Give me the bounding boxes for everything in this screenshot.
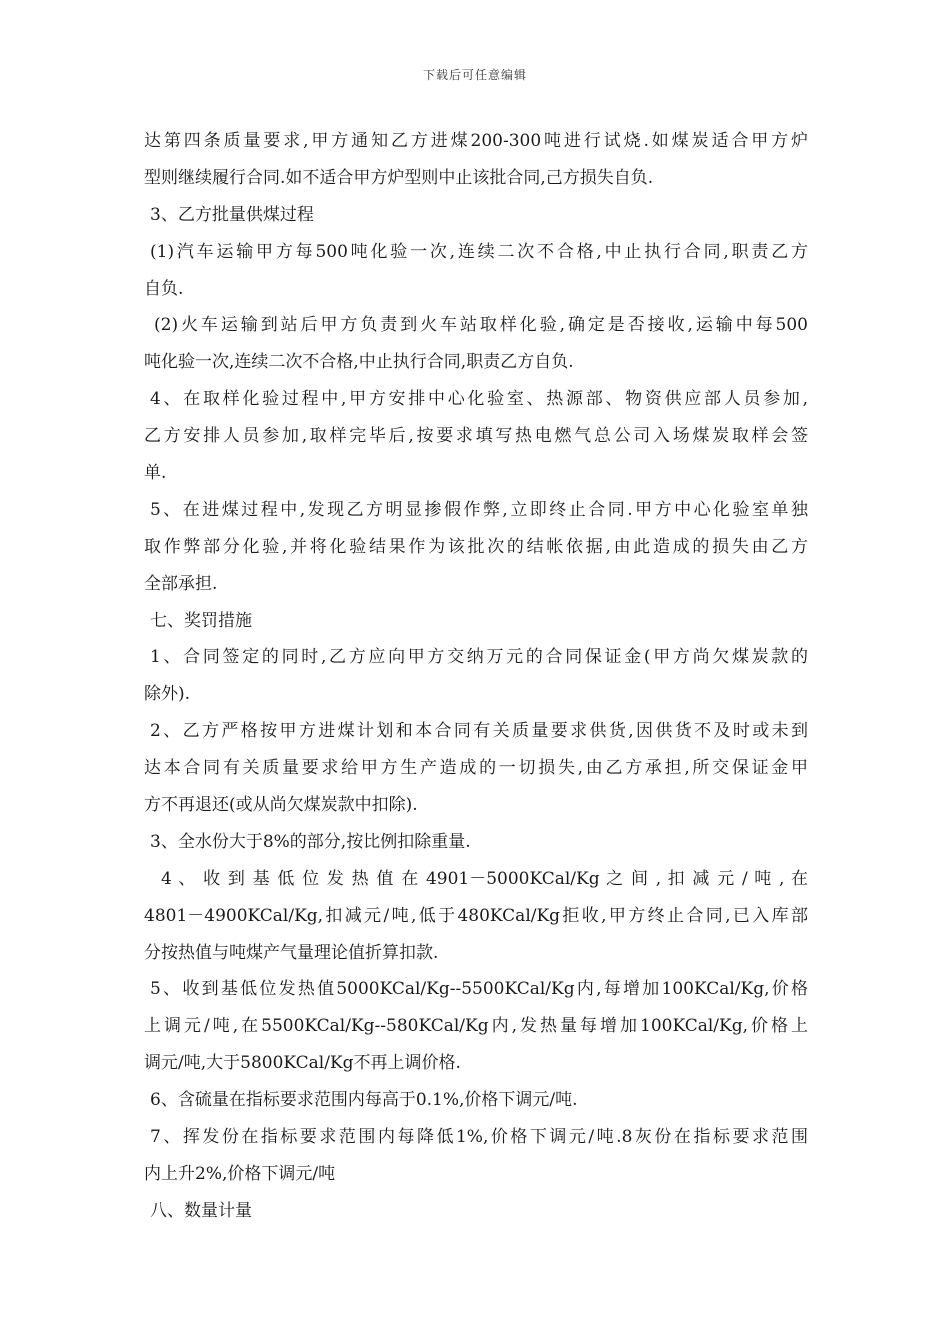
text-line: (2)火车运输到站后甲方负责到火车站取样化验,确定是否接收,运输中每500 — [154, 315, 808, 336]
text-line: 方不再退还(或从尚欠煤炭款中扣除). — [144, 795, 418, 816]
text-line: 八、数量计量 — [150, 1200, 252, 1221]
text-line: 单. — [144, 463, 167, 484]
text-line: 达本合同有关质量要求给甲方生产造成的一切损失,由乙方承担,所交保证金甲 — [144, 758, 808, 779]
text-line: 5、收到基低位发热值5000KCal/Kg--5500KCal/Kg内,每增加100KCal/Kg,价格 — [150, 979, 808, 1000]
text-line: 7、挥发份在指标要求范围内每降低1%,价格下调元/吨.8灰份在指标要求范围 — [150, 1127, 808, 1148]
text-line: 达第四条质量要求,甲方通知乙方进煤200-300吨进行试烧.如煤炭适合甲方炉 — [144, 131, 808, 151]
text-line: 6、含硫量在指标要求范围内每高于0.1%,价格下调元/吨. — [150, 1090, 578, 1111]
text-line: 调元/吨,大于5800KCal/Kg不再上调价格. — [144, 1053, 461, 1074]
text-line: 4 、 收 到 基 低 位 发 热 值 在 4901－5000KCal/Kg 之 间 , 扣 减 元 / 吨 , 在 — [161, 868, 808, 889]
text-line: 七、奖罚措施 — [150, 610, 252, 631]
text-line: 取作弊部分化验,并将化验结果作为该批次的结帐依据,由此造成的损失由乙方 — [144, 536, 808, 557]
page-header: 下载后可任意编辑 — [422, 68, 527, 82]
text-line: 1、合同签定的同时,乙方应向甲方交纳万元的合同保证金(甲方尚欠煤炭款的 — [150, 647, 808, 668]
text-line: (1)汽车运输甲方每500吨化验一次,连续二次不合格,中止执行合同,职责乙方 — [150, 241, 808, 262]
text-line: 5、在进煤过程中,发现乙方明显掺假作弊,立即终止合同.甲方中心化验室单独 — [150, 499, 808, 520]
text-line: 内上升2%,价格下调元/吨 — [144, 1163, 336, 1184]
text-line: 上调元/吨,在5500KCal/Kg--580KCal/Kg内,发热量每增加100KCal/Kg,价格上 — [144, 1016, 808, 1037]
text-line: 4801－4900KCal/Kg,扣减元/吨,低于480KCal/Kg拒收,甲方终止合同,已入库部 — [144, 905, 808, 926]
text-line: 分按热值与吨煤产气量理论值折算扣款. — [144, 942, 439, 963]
document-body — [144, 123, 808, 1230]
text-line: 乙方安排人员参加,取样完毕后,按要求填写热电燃气总公司入场煤炭取样会签 — [144, 426, 808, 447]
text-line: 除外). — [144, 684, 191, 705]
text-line: 吨化验一次,连续二次不合格,中止执行合同,职责乙方自负. — [144, 352, 574, 373]
text-line: 3、全水份大于8%的部分,按比例扣除重量. — [150, 831, 471, 852]
text-line: 自负. — [144, 278, 184, 299]
text-line: 3、乙方批量供煤过程 — [150, 204, 314, 225]
text-line: 型则继续履行合同.如不适合甲方炉型则中止该批合同,己方损失自负. — [144, 167, 654, 188]
text-line: 4、在取样化验过程中,甲方安排中心化验室、热源部、物资供应部人员参加, — [150, 389, 808, 410]
text-line: 全部承担. — [144, 573, 218, 594]
text-line: 2、乙方严格按甲方进煤计划和本合同有关质量要求供货,因供货不及时或未到 — [150, 721, 808, 742]
